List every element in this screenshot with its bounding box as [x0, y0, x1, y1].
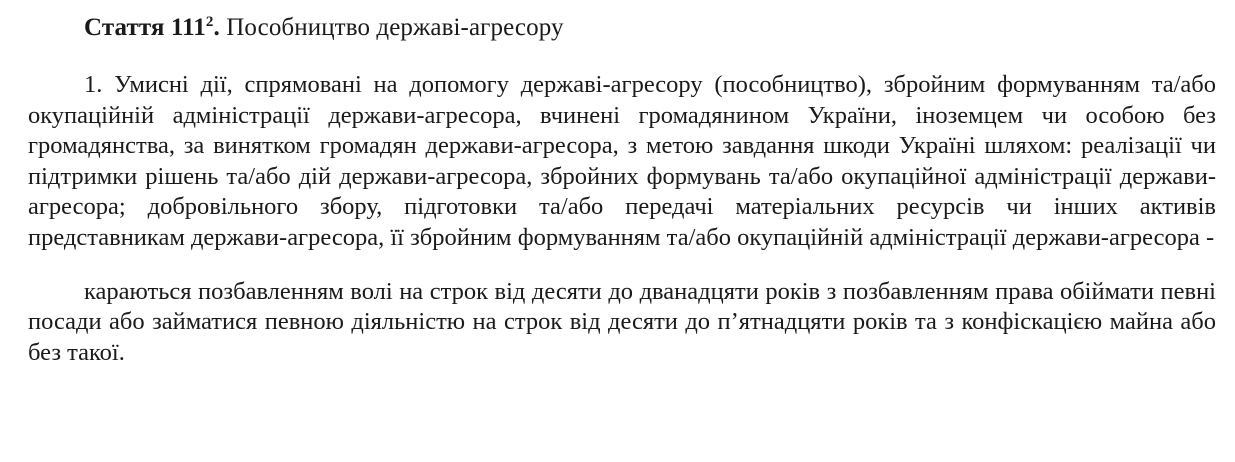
article-period: .: [213, 14, 220, 41]
article-superscript: 2: [205, 14, 214, 30]
article-title: Пособництво державі-агресору: [226, 14, 564, 41]
document-body: [28, 8, 1216, 368]
article-heading: [84, 8, 1216, 48]
article-label: [84, 14, 220, 41]
paragraph-1: 1. Умисні дії, спрямовані на допомогу державі-агресору (пособництво), збройним формуванням та/або окупаційній адміністрації держави-агресора, вчинені громадянином України, іноземцем чи особою без громадянства, за винятком громадян держави-агресора, з метою завдання шкоди Україні шляхом: реалізації чи підтримки рішень та/або дій держави-агресора, збройних формувань та/або окупаційної адміністрації держави-агресора; добровільного збору, підготовки та/або передачі матеріальних ресурсів чи інших активів представникам держави-агресора, її збройним формуванням та/або окупаційній адміністрації держави-агресора -: [28, 71, 1216, 251]
paragraph-2-sanction: караються позбавленням волі на строк від десяти до дванадцяти років з позбавленням права обіймати певні посади або займатися певною діяльністю на строк від десяти до п’ятнадцяти років та з конфіскацією майна або без такої.: [28, 277, 1216, 366]
article-number: Стаття 111: [84, 14, 206, 41]
